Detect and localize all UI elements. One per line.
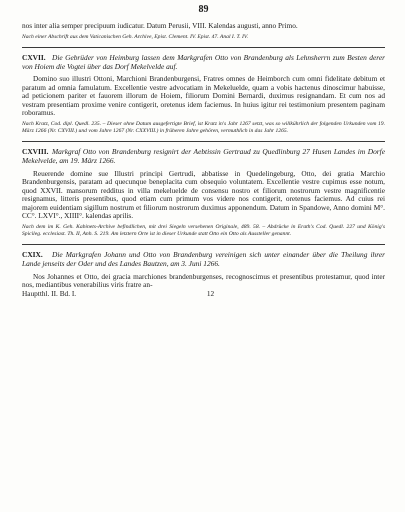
document-number: CXVII. <box>22 52 46 62</box>
divider-rule <box>22 244 385 245</box>
document-body: Reuerende domine sue Illustri principi Gertrudi, abbatisse in Quedelingeburg, Otto, dei gratia Marchio Brandenburgensis, paratam ad quecunque beneplacita cum obsequio voluntatem. Excellentie vestre cupimus esse notum, quod XXVII. mansorum redditus in villa mekeluelde de consensu nostro et filiorum nostrorum vestre magnificentie resignamus, litteris presentibus, quod etiam cum primum vos videre nos contigerit, oretenus faciemus. Ad cuius rei majorem euidentiam sigillum nostrum et filiorum nostrorum duximus apponendum. Datum in Spandowe, Anno domini M°. CC°. LXVI°., XIIII°. kalendas aprilis. <box>22 168 385 221</box>
document-title: Die Gebrüder von Heimburg lassen dem Markgrafen Otto von Brandenburg als Lehnsherrn zum Besten derer von Hoiem die Vogtei über das Dorf Mekelvelde auf. <box>22 52 385 71</box>
document-title: Markgraf Otto von Brandenburg resignirt der Aebtissin Gertraud zu Quedlinburg 27 Husen Landes im Dorfe Mekelvelde, am 19. März 1266. <box>22 147 385 165</box>
document-number: CXIX. <box>22 250 43 260</box>
sheet-number: 12 <box>206 288 215 298</box>
document-body: Nos Johannes et Otto, dei gracia marchiones brandenburgenses, recognoscimus et presentibus protestamur, quod inter nos, mediantibus venerabilius viris fratre an- <box>22 271 385 290</box>
page-number: 89 <box>198 4 209 15</box>
divider-rule <box>22 47 385 48</box>
document-heading-cxix <box>22 251 385 269</box>
document-number: CXVIII. <box>22 147 49 157</box>
document-heading-cxvii <box>22 54 385 72</box>
continuation-text: nos inter alia semper precipuum iudicatur. Datum Perusii, VIII. Kalendas augusti, anno Primo. <box>22 21 298 30</box>
source-note: Nach einer Abschrift aus dem Vaticanischen Geh. Archive, Epist. Clement. IV. Epist. 47. Anal I. T. IV. <box>22 33 249 40</box>
source-note: Nach Kratz, Cod. dipl. Quedl. 235. – Dieser ohne Datum ausgefertigte Brief, ist Kratz in's Jahr 1267 setzt, was so willkührlich der folgenden Urkunden vom 19. März 1266 (Nr. CXVIII.) und vom Jahre 1267 (Nr. CXXVIII.) in früheren Jahre gehören, vermuthlich in das Jahr 1265. <box>22 120 385 134</box>
divider-rule <box>22 141 385 142</box>
page-footer <box>22 290 385 299</box>
footer-signature: Hauptthl. II. Bd. I. <box>22 288 77 298</box>
document-title: Die Markgrafen Johann und Otto von Brandenburg vereinigen sich unter einander über die Theilung ihrer Lande jenseits der Oder und des Landes Bautzen, am 3. Juni 1266. <box>22 250 385 268</box>
document-heading-cxviii <box>22 148 385 166</box>
source-note: Nach dem im K. Geh. Kabinets-Archive befindlichen, mit drei Siegeln versehenen Originale, 489. 58. – Abdrücke in Erath's Cod. Quedl. 227 und König's Spicileg. ecclesiast. Th. II, Anh. S. 219. Am letztern Orte ist in dieser Urkunde statt Otto ein Otto als Aussteller genannt. <box>22 223 385 237</box>
document-body: Domino suo illustri Ottoni, Marchioni Brandenburgensi, Fratres omnes de Heimborch cum omni fidelitate debitum et paratum ad omnia famulatum. Excellentie vestre advocatiam in Mekeluelde, quam a vobis hactenus dinoscimur habuisse, ad peticionem pariter et fauorem illorum de Hoiem, filiorum Domini Bernardi, duximus resignandam. Et cum nos ad vestram presentiam proxime venire contigerit, oretenus idem faciemus. In huius igitur rei testimonium presentem paginam roboramus. <box>22 74 385 118</box>
